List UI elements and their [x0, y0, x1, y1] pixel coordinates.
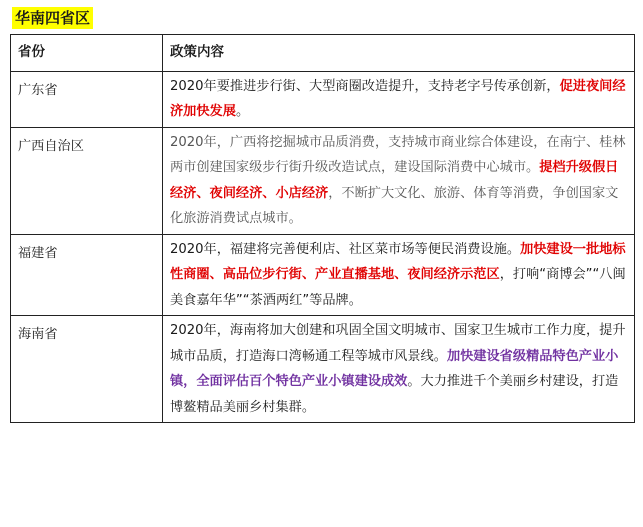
policy-table — [10, 34, 635, 423]
table-row — [11, 127, 635, 234]
table-row — [11, 234, 635, 316]
policy-cell — [163, 316, 635, 423]
policy-cell — [163, 71, 635, 127]
policy-text: 。大力推进千个美丽乡村建设，打造博鳌精品美丽乡村集群。 — [170, 374, 619, 415]
policy-text: 。 — [235, 104, 250, 119]
policy-highlight-red: 提档升级假日经济、夜间经济、小店经济 — [170, 160, 619, 201]
policy-highlight-purple: 加快建设省级精品特色产业小镇，全面评估百个特色产业小镇建设成效 — [170, 348, 619, 389]
policy-text: 2020年，福建将完善便利店、社区菜市场等便民消费设施。 — [170, 241, 521, 257]
policy-cell — [163, 127, 635, 234]
table-row — [11, 71, 635, 127]
policy-text: 2020年要推进步行街、大型商圈改造提升，支持老字号传承创新， — [170, 78, 560, 94]
table-row — [11, 316, 635, 423]
header-policy: 政策内容 — [163, 35, 635, 72]
province-cell: 广西自治区 — [11, 127, 163, 234]
policy-highlight-red: 促进夜间经济加快发展 — [170, 78, 626, 119]
section-title: 华南四省区 — [12, 7, 93, 29]
policy-text: 2020年，海南将加大创建和巩固全国文明城市、国家卫生城市工作力度，提升城市品质，打造海口湾畅通工程等城市风景线。 — [170, 323, 626, 364]
province-cell: 广东省 — [11, 71, 163, 127]
policy-text: ，打响“商博会”“八闽美食嘉年华”“茶酒两红”等品牌。 — [170, 267, 626, 308]
policy-highlight-red: 加快建设一批地标性商圈、高品位步行街、产业直播基地、夜间经济示范区 — [170, 241, 626, 282]
header-province: 省份 — [11, 35, 163, 72]
policy-cell — [163, 234, 635, 316]
province-cell: 海南省 — [11, 316, 163, 423]
policy-text: 2020年，广西将挖掘城市品质消费，支持城市商业综合体建设，在南宁、桂林两市创建国家级步行街升级改造试点，建设国际消费中心城市。 — [170, 134, 626, 175]
province-cell: 福建省 — [11, 234, 163, 316]
policy-text: ，不断扩大文化、旅游、体育等消费，争创国家文化旅游消费试点城市。 — [170, 185, 619, 226]
section-title-row — [12, 4, 93, 32]
table-header-row — [11, 35, 635, 72]
